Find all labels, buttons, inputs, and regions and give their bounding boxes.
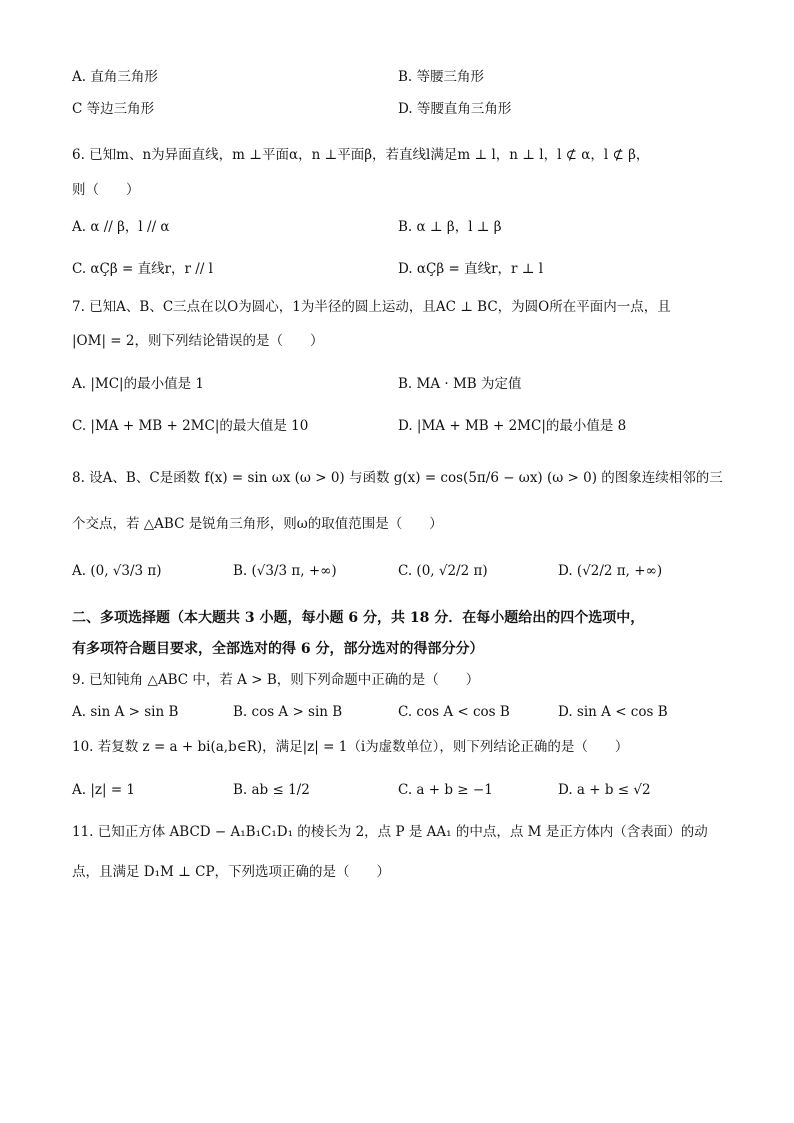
q10-option-b: B. ab ≤ 1/2 [233, 782, 310, 798]
q11-stem: 11. 已知正方体 ABCD − A₁B₁C₁D₁ 的棱长为 2，点 P 是 AA₁ 的中点，点 M 是正方体内（含表面）的动 [72, 824, 708, 840]
q7-stem: 7. 已知A、B、C三点在以O为圆心，1为半径的圆上运动，且AC ⊥ BC，为圆O所在平面内一点，且 [72, 299, 671, 315]
q8-option-d: D. (√2/2 π, +∞) [558, 563, 663, 579]
q10-option-c: C. a + b ≥ −1 [398, 782, 493, 798]
q7-option-a: A. |MC|的最小值是 1 [72, 376, 204, 392]
q9-option-d: D. sin A < cos B [558, 704, 668, 720]
q5-option-c: C 等边三角形 [72, 101, 155, 117]
q6-option-d: D. αÇβ = 直线r，r ⊥ l [398, 261, 544, 277]
q7-option-c: C. |MA + MB + 2MC|的最大值是 10 [72, 418, 309, 434]
q11-stem-cont: 点，且满足 D₁M ⊥ CP，下列选项正确的是（ ） [72, 864, 391, 880]
q7-option-d: D. |MA + MB + 2MC|的最小值是 8 [398, 418, 627, 434]
q9-option-c: C. cos A < cos B [398, 704, 510, 720]
q6-stem-cont: 则（ ） [72, 182, 140, 198]
q9-stem: 9. 已知钝角 △ABC 中，若 A > B，则下列命题中正确的是（ ） [72, 672, 480, 688]
q6-option-a: A. α // β，l // α [72, 219, 170, 235]
q8-option-a: A. (0, √3/3 π) [72, 563, 162, 579]
q10-option-d: D. a + b ≤ √2 [558, 782, 651, 798]
q9-option-b: B. cos A > sin B [233, 704, 343, 720]
q9-option-a: A. sin A > sin B [72, 704, 179, 720]
q7-stem-cont: |OM| = 2，则下列结论错误的是（ ） [72, 333, 324, 349]
q10-stem: 10. 若复数 z = a + bi(a,b∈R)，满足|z| = 1（i为虚数单位），则下列结论正确的是（ ） [72, 739, 629, 755]
section-heading-cont: 有多项符合题目要求，全部选对的得 6 分，部分选对的得部分分） [72, 641, 484, 657]
q6-option-c: C. αÇβ = 直线r，r // l [72, 261, 213, 277]
q10-option-a: A. |z| = 1 [72, 782, 136, 798]
q8-stem: 8. 设A、B、C是函数 f(x) = sin ωx (ω > 0) 与函数 g(x) = cos(5π/6 − ωx) (ω > 0) 的图象连续相邻的三 [72, 470, 723, 486]
q5-option-d: D. 等腰直角三角形 [398, 101, 512, 117]
section-heading: 二、多项选择题（本大题共 3 小题，每小题 6 分，共 18 分．在每小题给出的四个选项中， [72, 610, 645, 626]
q5-option-a: A. 直角三角形 [72, 69, 158, 85]
q5-option-b: B. 等腰三角形 [398, 69, 485, 85]
q6-stem: 6. 已知m、n为异面直线，m ⊥平面α，n ⊥平面β，若直线l满足m ⊥ l，n ⊥ l，l ⊄ α，l ⊄ β， [72, 147, 650, 163]
q8-option-c: C. (0, √2/2 π) [398, 563, 488, 579]
q8-option-b: B. (√3/3 π, +∞) [233, 563, 337, 579]
q6-option-b: B. α ⊥ β，l ⊥ β [398, 219, 502, 235]
q8-stem-cont: 个交点，若 △ABC 是锐角三角形，则ω的取值范围是（ ） [72, 516, 443, 532]
q7-option-b: B. MA · MB 为定值 [398, 376, 522, 392]
